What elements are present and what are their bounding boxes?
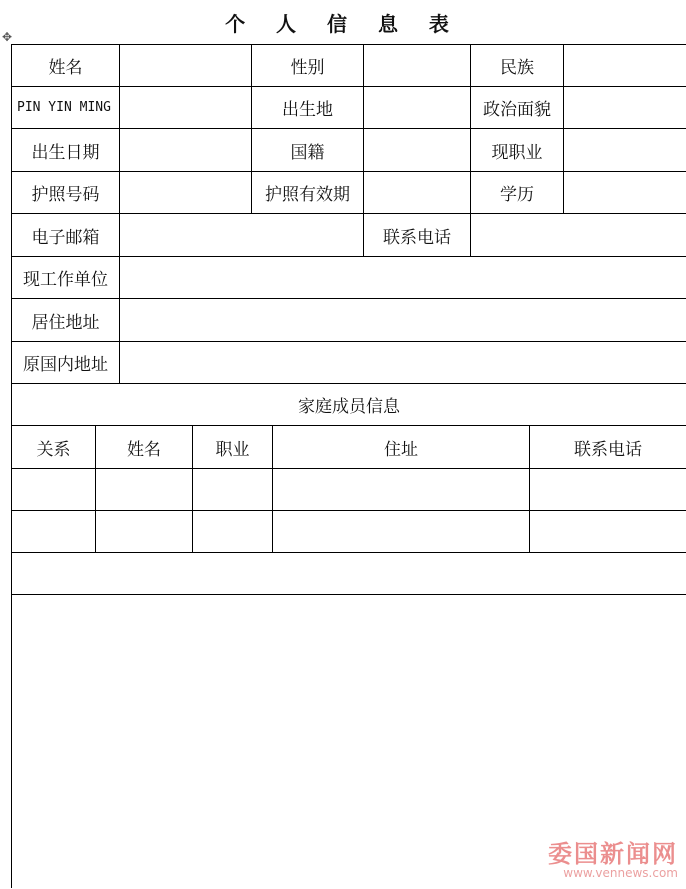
family-col-name: 姓名 (96, 426, 193, 469)
gender-field[interactable] (364, 45, 471, 87)
label-address: 居住地址 (12, 299, 120, 342)
family-row-1-occupation[interactable] (193, 469, 273, 511)
family-col-address: 住址 (273, 426, 530, 469)
label-pinyin: PIN YIN MING (12, 87, 120, 129)
label-passport-validity: 护照有效期 (252, 172, 364, 214)
workplace-field[interactable] (120, 257, 686, 299)
education-field[interactable] (564, 172, 686, 214)
family-row-1-address[interactable] (273, 469, 530, 511)
label-passport-number: 护照号码 (12, 172, 120, 214)
family-col-phone: 联系电话 (530, 426, 686, 469)
family-col-relation: 关系 (12, 426, 96, 469)
label-occupation: 现职业 (471, 129, 564, 172)
label-birth-date: 出生日期 (12, 129, 120, 172)
birth-date-field[interactable] (120, 129, 252, 172)
watermark-text: 委国新闻网 (548, 840, 678, 868)
ethnicity-field[interactable] (564, 45, 686, 87)
blank-row[interactable] (12, 553, 686, 595)
family-row-2-relation[interactable] (12, 511, 96, 553)
nationality-field[interactable] (364, 129, 471, 172)
label-phone: 联系电话 (364, 214, 471, 257)
label-nationality: 国籍 (252, 129, 364, 172)
domestic-address-field[interactable] (120, 342, 686, 384)
family-row-2-name[interactable] (96, 511, 193, 553)
name-field[interactable] (120, 45, 252, 87)
occupation-field[interactable] (564, 129, 686, 172)
phone-field[interactable] (471, 214, 686, 257)
family-row-2-phone[interactable] (530, 511, 686, 553)
family-row-2-occupation[interactable] (193, 511, 273, 553)
label-education: 学历 (471, 172, 564, 214)
family-row-1-relation[interactable] (12, 469, 96, 511)
watermark-url: www.vennews.com (563, 866, 678, 880)
label-email: 电子邮箱 (12, 214, 120, 257)
label-ethnicity: 民族 (471, 45, 564, 87)
label-name: 姓名 (12, 45, 120, 87)
address-field[interactable] (120, 299, 686, 342)
family-section-title: 家庭成员信息 (12, 384, 686, 426)
passport-validity-field[interactable] (364, 172, 471, 214)
family-row-1-phone[interactable] (530, 469, 686, 511)
move-cross-icon[interactable]: ✥ (1, 30, 13, 44)
family-col-occupation: 职业 (193, 426, 273, 469)
label-gender: 性别 (252, 45, 364, 87)
email-field[interactable] (120, 214, 364, 257)
label-political-status: 政治面貌 (471, 87, 564, 129)
notes-area[interactable] (12, 595, 686, 889)
personal-info-table (11, 44, 686, 888)
birthplace-field[interactable] (364, 87, 471, 129)
family-row-2-address[interactable] (273, 511, 530, 553)
page-title: 个 人 信 息 表 (225, 12, 461, 36)
label-workplace: 现工作单位 (12, 257, 120, 299)
pinyin-field[interactable] (120, 87, 252, 129)
label-domestic-address: 原国内地址 (12, 342, 120, 384)
label-birthplace: 出生地 (252, 87, 364, 129)
passport-number-field[interactable] (120, 172, 252, 214)
political-status-field[interactable] (564, 87, 686, 129)
family-row-1-name[interactable] (96, 469, 193, 511)
